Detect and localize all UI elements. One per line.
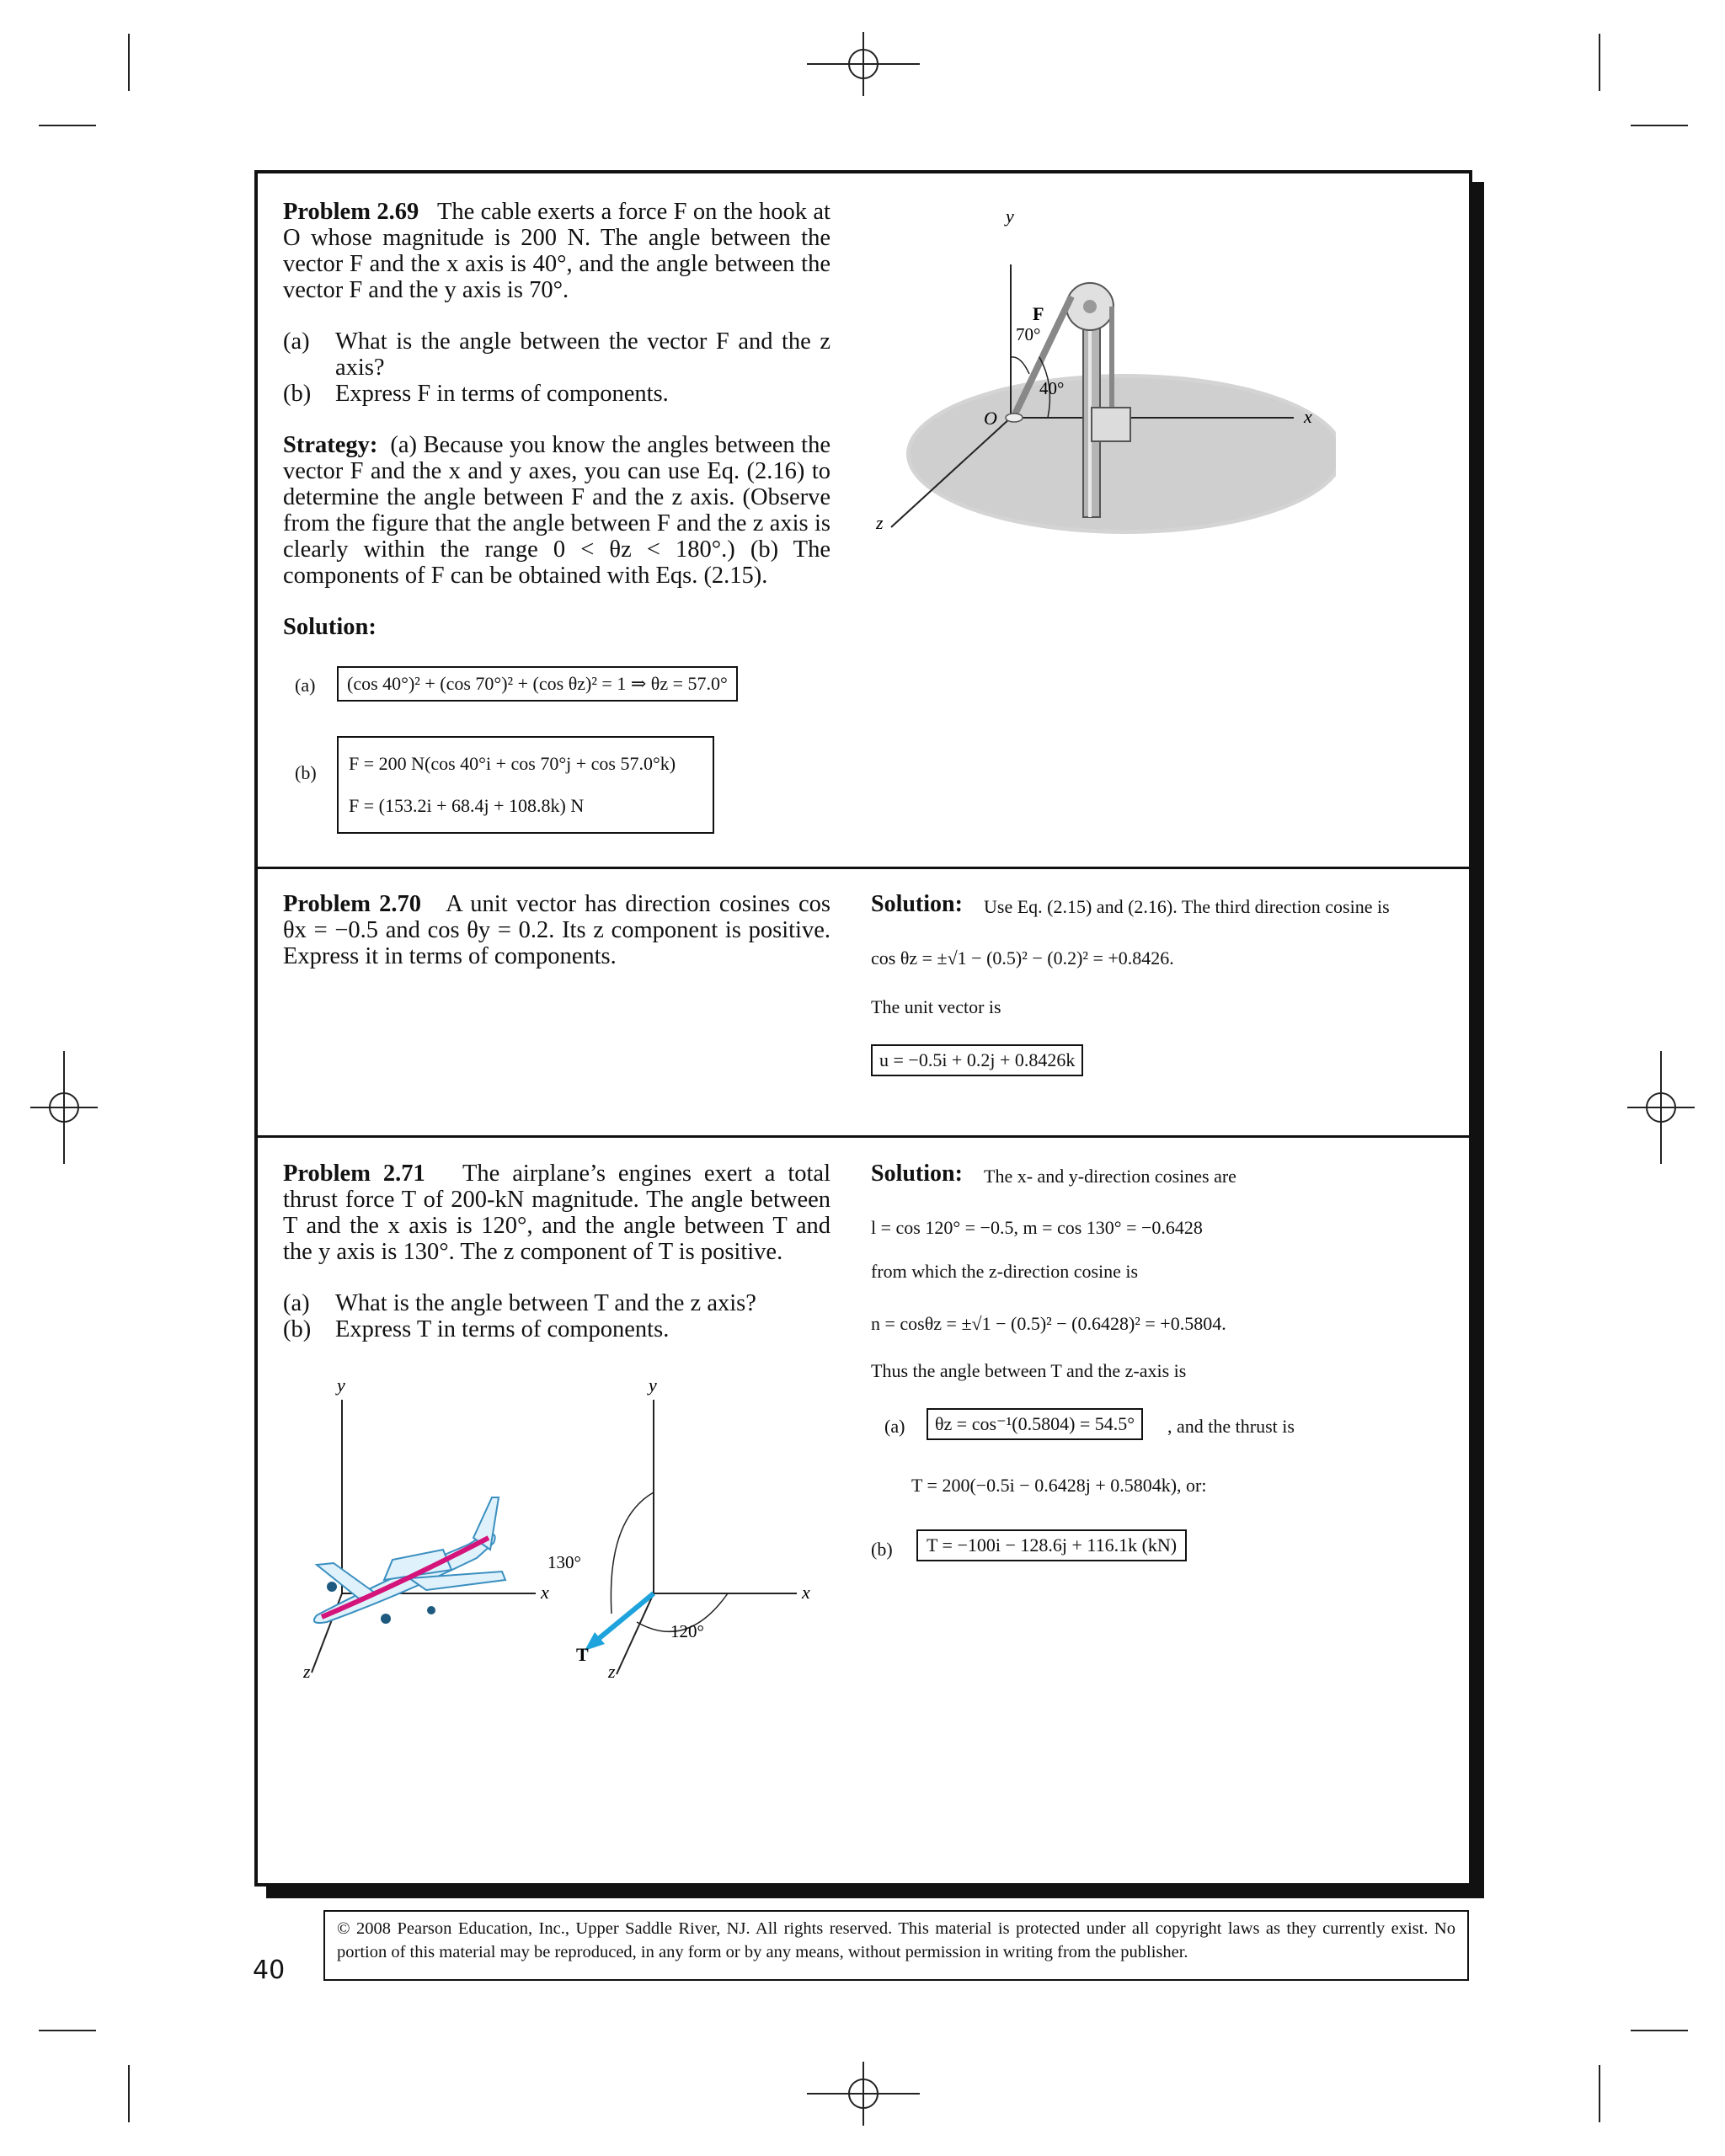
z-cosine-equation: n = cosθz = ±√1 − (0.5)² − (0.6428)² = +0.5804. <box>871 1313 1226 1334</box>
strategy-label: Strategy: <box>283 432 378 458</box>
answer-b-label: (b) <box>871 1539 893 1560</box>
registration-mark-left <box>30 1051 98 1164</box>
strategy-text: (a) Because you know the angles between the vector F and the x and y axes, you can use Eq. (2.16) to determine the angle between F and the z axis. (Observe from the figure that the angle between F and the z axis is clearly within the range 0 < θz < 180°.) (b) The components of F can be obtained with Eqs. (2.15). <box>283 432 830 589</box>
question-a: (a) What is the angle between the vector F and the z axis? <box>283 328 830 381</box>
answer-a-tail: , and the thrust is <box>1167 1416 1295 1437</box>
solution-b-box: F = 200 N(cos 40°i + cos 70°j + cos 57.0°k) F = (153.2i + 68.4j + 108.8k) N <box>337 736 714 834</box>
solution-a-box: (cos 40°)² + (cos 70°)² + (cos θz)² = 1 ⇒ θz = 57.0° <box>337 666 738 702</box>
axis-x-label: x <box>802 1582 810 1603</box>
answer-a-box: θz = cos⁻¹(0.5804) = 54.5° <box>927 1408 1143 1440</box>
unit-vector-text: The unit vector is <box>871 996 1001 1017</box>
solution-a-label: (a) <box>295 675 316 696</box>
axis-y-label: y <box>649 1374 657 1396</box>
angle-70-label: 70° <box>1016 324 1041 344</box>
page-number: 40 <box>253 1956 286 1985</box>
thus-text: Thus the angle between T and the z-axis is <box>871 1360 1187 1381</box>
solution-intro: Use Eq. (2.15) and (2.16). The third direction cosine is <box>984 896 1390 917</box>
page-frame <box>254 170 1472 1886</box>
angle-120-label: 120° <box>670 1621 704 1641</box>
angle-130-label: 130° <box>547 1552 581 1572</box>
thrust-vector-figure <box>544 1369 830 1681</box>
thrust-t-label: T <box>576 1644 589 1665</box>
solution-label: Solution: <box>871 891 963 917</box>
problem-statement: A unit vector has direction cosines cos θx = −0.5 and cos θy = 0.2. Its z component is positive. Express it in terms of components. <box>283 891 830 969</box>
thrust-equation: T = 200(−0.5i − 0.6428j + 0.5804k), or: <box>911 1475 1207 1496</box>
problem-2-70-text <box>283 891 830 995</box>
question-b: (b) Express T in terms of components. <box>283 1316 670 1342</box>
problem-title: Problem 2.71 <box>283 1161 425 1187</box>
registration-mark-top <box>807 30 920 98</box>
problem-statement: The cable exerts a force F on the hook at O whose magnitude is 200 N. The angle between the vector F and the x axis is 40°, and the angle between the vector F and the y axis is 70°. <box>283 199 830 303</box>
axis-x-label: x <box>541 1582 549 1603</box>
section-divider <box>258 867 1469 869</box>
axis-x-label: x <box>1304 406 1312 427</box>
registration-mark-right <box>1627 1051 1695 1164</box>
problem-statement: The airplane’s engines exert a total thrust force T of 200-kN magnitude. The angle between T and the x axis is 120°, and the angle between T and the y axis is 130°. The z component of T is positive. <box>283 1161 830 1265</box>
copyright-notice: © 2008 Pearson Education, Inc., Upper Saddle River, NJ. All rights reserved. This material is protected under all copyright laws as they currently exist. No portion of this material may be reproduced, in any form or by any means, without permission in writing from the publisher. <box>323 1910 1469 1981</box>
registration-mark-bottom <box>807 2060 920 2127</box>
direction-cosines-equation: l = cos 120° = −0.5, m = cos 130° = −0.6428 <box>871 1217 1203 1238</box>
z-cosine-text: from which the z-direction cosine is <box>871 1261 1139 1282</box>
angle-40-label: 40° <box>1039 378 1065 398</box>
direction-cosine-equation: cos θz = ±√1 − (0.5)² − (0.2)² = +0.8426. <box>871 947 1174 969</box>
crop-mark <box>128 2065 130 2122</box>
solution-label: Solution: <box>871 1161 963 1187</box>
force-f-label: F <box>1033 303 1044 324</box>
answer-box: u = −0.5i + 0.2j + 0.8426k <box>871 1044 1083 1076</box>
crop-mark <box>39 125 96 126</box>
problem-2-69-text <box>283 199 830 665</box>
solution-label: Solution: <box>283 614 377 640</box>
solution-b-label: (b) <box>295 762 317 783</box>
answer-b-box: T = −100i − 128.6j + 116.1k (kN) <box>916 1529 1187 1561</box>
axis-y-label: y <box>337 1374 345 1396</box>
hook-cable-figure <box>864 197 1336 551</box>
axis-z-label: z <box>608 1661 616 1681</box>
problem-title: Problem 2.70 <box>283 891 422 917</box>
axis-y-label: y <box>1006 205 1014 227</box>
solution-intro: The x- and y-direction cosines are <box>984 1166 1236 1187</box>
crop-mark <box>1599 34 1600 91</box>
crop-mark <box>39 2030 96 2031</box>
axis-z-label: z <box>876 512 884 533</box>
section-divider <box>258 1135 1469 1138</box>
airplane-figure <box>283 1369 569 1681</box>
question-a: (a) What is the angle between T and the z axis? <box>283 1290 756 1316</box>
point-o-label: O <box>984 408 997 429</box>
axis-z-label: z <box>303 1661 311 1681</box>
answer-a-label: (a) <box>884 1416 905 1437</box>
crop-mark <box>1631 125 1688 126</box>
crop-mark <box>1599 2065 1600 2122</box>
problem-title: Problem 2.69 <box>283 199 419 225</box>
problem-2-71-text <box>283 1161 830 1342</box>
crop-mark <box>1631 2030 1688 2031</box>
crop-mark <box>128 34 130 91</box>
question-b: (b) Express F in terms of components. <box>283 381 669 407</box>
